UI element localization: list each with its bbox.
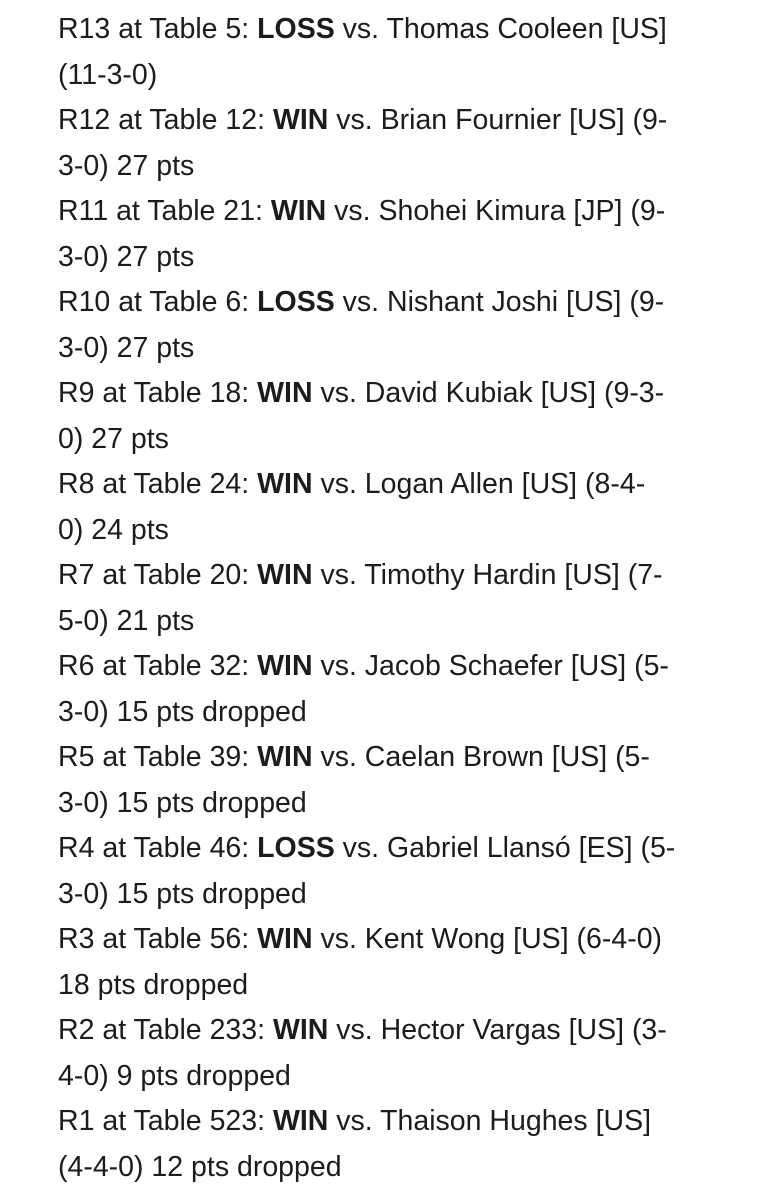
match-outcome: WIN <box>257 923 313 955</box>
opponent-record: vs. Timothy Hardin [US] (7- <box>312 559 663 591</box>
opponent-record: vs. Thomas Cooleen [US] <box>334 13 667 45</box>
round-result-r8 <box>58 462 728 553</box>
round-table-label: R9 at Table 18: <box>58 377 258 409</box>
round-result-r1 <box>58 1099 728 1190</box>
round-table-label: R8 at Table 24: <box>58 468 258 500</box>
round-table-label: R2 at Table 233: <box>58 1014 273 1046</box>
record-points: 3-0) 15 pts dropped <box>58 786 307 819</box>
record-points: 18 pts dropped <box>58 968 249 1001</box>
match-outcome: WIN <box>272 1014 329 1046</box>
round-table-label: R13 at Table 5: <box>58 13 258 45</box>
opponent-record: vs. Thaison Hughes [US] <box>328 1105 652 1137</box>
record-points: (4-4-0) 12 pts dropped <box>58 1150 342 1183</box>
round-result-r5 <box>58 735 728 826</box>
match-outcome: LOSS <box>257 832 335 864</box>
record-points: 3-0) 27 pts <box>58 331 195 364</box>
round-table-label: R4 at Table 46: <box>58 832 258 864</box>
round-result-r4 <box>58 826 728 917</box>
match-results-list <box>58 7 728 1190</box>
opponent-record: vs. Gabriel Llansó [ES] (5- <box>334 832 676 864</box>
record-points: 4-0) 9 pts dropped <box>58 1059 291 1092</box>
round-table-label: R5 at Table 39: <box>58 741 258 773</box>
record-points: 3-0) 15 pts dropped <box>58 695 307 728</box>
opponent-record: vs. David Kubiak [US] (9-3- <box>312 377 665 409</box>
match-outcome: WIN <box>270 195 327 227</box>
match-outcome: WIN <box>257 559 313 591</box>
round-result-r2 <box>58 1008 728 1099</box>
record-points: 3-0) 15 pts dropped <box>58 877 307 910</box>
opponent-record: vs. Caelan Brown [US] (5- <box>312 741 650 773</box>
round-table-label: R10 at Table 6: <box>58 286 258 318</box>
opponent-record: vs. Shohei Kimura [JP] (9- <box>326 195 666 227</box>
match-outcome: WIN <box>257 468 313 500</box>
record-points: 0) 27 pts <box>58 422 169 455</box>
record-points: 3-0) 27 pts <box>58 149 195 182</box>
round-result-r11 <box>58 189 728 280</box>
record-points: 0) 24 pts <box>58 513 169 546</box>
round-result-r7 <box>58 553 728 644</box>
round-table-label: R6 at Table 32: <box>58 650 258 682</box>
match-outcome: WIN <box>272 1105 329 1137</box>
round-table-label: R7 at Table 20: <box>58 559 258 591</box>
round-result-r6 <box>58 644 728 735</box>
record-points: (11-3-0) <box>58 58 158 91</box>
match-outcome: LOSS <box>257 13 335 45</box>
record-points: 5-0) 21 pts <box>58 604 195 637</box>
round-result-r13 <box>58 7 728 98</box>
record-points: 3-0) 27 pts <box>58 240 195 273</box>
round-result-r12 <box>58 98 728 189</box>
round-table-label: R12 at Table 12: <box>58 104 273 136</box>
round-table-label: R1 at Table 523: <box>58 1105 273 1137</box>
opponent-record: vs. Logan Allen [US] (8-4- <box>312 468 646 500</box>
opponent-record: vs. Kent Wong [US] (6-4-0) <box>312 923 663 955</box>
match-outcome: WIN <box>257 650 313 682</box>
match-outcome: WIN <box>272 104 329 136</box>
opponent-record: vs. Hector Vargas [US] (3- <box>328 1014 667 1046</box>
round-result-r3 <box>58 917 728 1008</box>
round-result-r9 <box>58 371 728 462</box>
opponent-record: vs. Brian Fournier [US] (9- <box>328 104 668 136</box>
match-outcome: WIN <box>257 377 313 409</box>
match-outcome: LOSS <box>257 286 335 318</box>
round-table-label: R11 at Table 21: <box>58 195 271 227</box>
opponent-record: vs. Nishant Joshi [US] (9- <box>334 286 665 318</box>
round-table-label: R3 at Table 56: <box>58 923 258 955</box>
opponent-record: vs. Jacob Schaefer [US] (5- <box>312 650 669 682</box>
match-outcome: WIN <box>257 741 313 773</box>
round-result-r10 <box>58 280 728 371</box>
